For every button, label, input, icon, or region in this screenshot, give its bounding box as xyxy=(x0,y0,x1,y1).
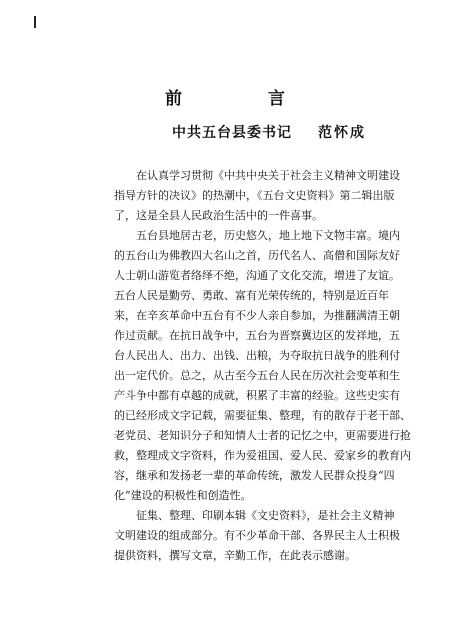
text-line: 救，整理成文字资料，作为爱祖国、爱人民、爱家乡的教育内 xyxy=(114,449,411,462)
text-line: 了，这是全县人民政治生活中的一件喜事。 xyxy=(114,209,323,222)
preface-body xyxy=(114,166,420,566)
byline-author: 范怀成 xyxy=(318,125,366,141)
text-line: 五台人民是勤劳、勇敢、富有光荣传统的，特别是近百年 xyxy=(114,289,389,302)
paragraph-3 xyxy=(114,506,420,566)
text-line: 化”建设的积极性和创造性。 xyxy=(114,489,252,502)
text-line: 来，在辛亥革命中五台有不少人亲自参加，为推翻满清王朝 xyxy=(114,309,400,322)
page-title: 前 言 xyxy=(165,89,325,109)
text-line: 台人民出人、出力、出钱、出粮，为夺取抗日战争的胜利付 xyxy=(114,349,400,362)
author-byline xyxy=(172,122,366,142)
text-line: 容，继承和发扬老一辈的革命传统，激发人民群众投身“四 xyxy=(114,469,395,482)
text-line: 出一定代价。总之，从古至今五台人民在历次社会变革和生 xyxy=(114,369,400,382)
byline-organization: 中共五台县委书记 xyxy=(172,125,292,141)
text-line: 征集、整理、印刷本辑《文史资料》，是社会主义精神 xyxy=(136,509,395,522)
text-line: 产斗争中都有卓越的成就，积累了丰富的经验。这些史实有 xyxy=(114,389,400,402)
text-line: 指导方针的决议》的热潮中，《五台文史资料》第二辑出版 xyxy=(114,189,395,202)
text-line: 作过贡献。在抗日战争中，五台为晋察冀边区的发祥地，五 xyxy=(114,329,400,342)
scan-edge-mark xyxy=(34,16,36,28)
paragraph-1 xyxy=(114,166,420,226)
text-line: 老党员、老知识分子和知情人士者的记忆之中，更需要进行抢 xyxy=(114,429,411,442)
text-line: 文明建设的组成部分。有不少革命干部、各界民主人士积极 xyxy=(114,529,400,542)
text-line: 人士朝山游览者络绎不绝，沟通了文化交流，增进了友谊。 xyxy=(114,269,400,282)
text-line: 五台县地居古老，历史悠久，地上地下文物丰富。境内 xyxy=(136,229,400,242)
text-line: 的已经形成文字记载，需要征集、整理，有的散存于老干部、 xyxy=(114,409,411,422)
text-line: 提供资料，撰写文章，辛勤工作，在此表示感谢。 xyxy=(114,549,356,562)
paragraph-2 xyxy=(114,226,420,506)
text-line: 在认真学习贯彻《中共中央关于社会主义精神文明建设 xyxy=(136,169,400,182)
text-line: 的五台山为佛教四大名山之首，历代名人、高僧和国际友好 xyxy=(114,249,400,262)
